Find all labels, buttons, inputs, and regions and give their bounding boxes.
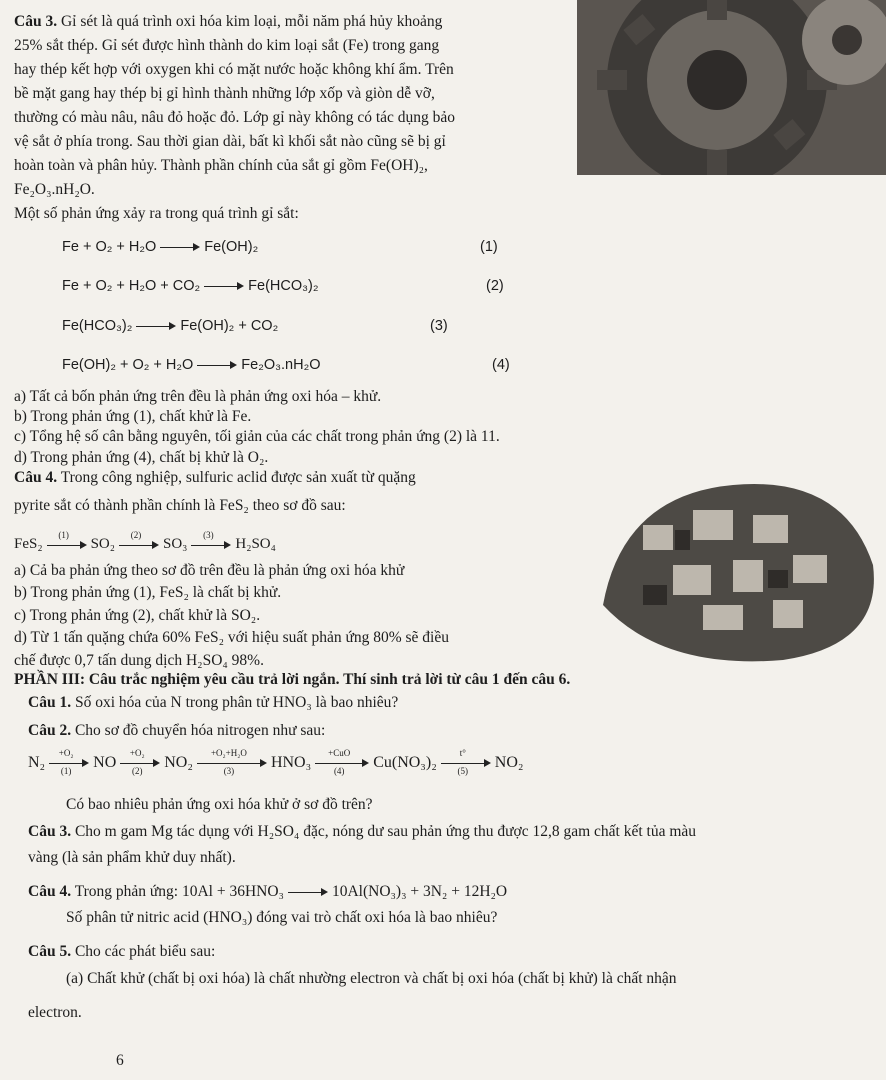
reaction-2-number: (2) [486,278,504,294]
arrow-icon [288,885,328,899]
cau3-line-7: hoàn toàn và phân hủy. Thành phần chính của sắt gỉ gồm Fe(OH)₂, [14,157,428,174]
arrow-icon [204,279,244,293]
part3-q3-cont: vàng (là sản phẩm khử duy nhất). [28,849,236,866]
cau4-line-2: pyrite sắt có thành phần chính là FeS₂ theo sơ đồ sau: [14,497,346,514]
cau4-statement-c: c) Trong phản ứng (2), chất khử là SO₂. [14,607,261,624]
part3-q2: Câu 2. Cho sơ đồ chuyển hóa nitrogen như sau: [28,722,326,739]
cau3-line-2: 25% sắt thép. Gỉ sét được hình thành do kim loại sắt (Fe) trong gang [14,37,440,54]
cau3-statement-b: b) Trong phản ứng (1), chất khử là Fe. [14,408,252,425]
cau3-statement-a: a) Tất cả bốn phản ứng trên đều là phản ứng oxi hóa – khử. [14,388,382,405]
cau4-statement-b: b) Trong phản ứng (1), FeS₂ là chất bị khử. [14,584,282,601]
cau3-line-1: Câu 3. Gỉ sét là quá trình oxi hóa kim loại, mỗi năm phá hủy khoảng [14,13,443,30]
reaction-1: Fe + O₂ + H₂O Fe(OH)₂ [62,239,259,255]
reaction-4-number: (4) [492,357,510,373]
cau3-intro: Một số phản ứng xảy ra trong quá trình gỉ sắt: [14,205,299,222]
q4-ask: Số phân tử nitric acid (HNO₃) đóng vai trò chất oxi hóa là bao nhiêu? [66,909,498,926]
cau4-scheme: FeS₂ (1) SO₂ (2) SO₃ (3) H₂SO₄ [14,529,276,552]
part3-q3: Câu 3. Cho m gam Mg tác dụng với H₂SO₄ đặc, nóng dư sau phản ứng thu được 12,8 gam chất kết tủa màu [28,823,697,840]
cau4-statement-d-cont: chế được 0,7 tấn dung dịch H₂SO₄ 98%. [14,652,264,669]
cau3-line-4: bề mặt gang hay thép bị gỉ hình thành những lớp xốp và giòn dễ vỡ, [14,85,435,102]
reaction-1-number: (1) [480,239,498,255]
pyrite-ore-photo [583,455,886,670]
part3-q4: Câu 4. Trong phản ứng: 10Al + 36HNO₃ 10Al(NO₃)₃ + 3N₂ + 12H₂O [28,883,508,900]
q5-statement-a: (a) Chất khử (chất bị oxi hóa) là chất nhường electron và chất bị oxi hóa (chất bị khử) là chất nhận [66,970,677,987]
cau3-statement-c: c) Tổng hệ số cân bằng nguyên, tối giản của các chất trong phản ứng (2) là 11. [14,428,500,445]
cau3-line-8: Fe₂O₃.nH₂O. [14,181,95,198]
arrow-icon [197,358,237,372]
page-number: 6 [116,1052,124,1069]
reaction-2: Fe + O₂ + H₂O + CO₂ Fe(HCO₃)₂ [62,278,319,294]
q2-scheme: N₂ +O₂ (1) NO +O₂ (2) NO₂ +O₂+H₂O (3) HNO₃ +CuO (4) Cu(NO₃)₂ t° (5) NO₂ [28,748,524,777]
q2-ask: Có bao nhiêu phản ứng oxi hóa khử ở sơ đồ trên? [66,796,373,813]
cau4-statement-d: d) Từ 1 tấn quặng chứa 60% FeS₂ với hiệu suất phản ứng 80% sẽ điều [14,629,449,646]
part3-title: PHẦN III: Câu trắc nghiệm yêu cầu trả lời ngắn. Thí sinh trả lời từ câu 1 đến câu 6. [14,671,571,688]
cau3-line-3: hay thép kết hợp với oxygen khi có mặt nước hoặc không khí ẩm. Trên [14,61,454,78]
part3-q1: Câu 1. Số oxi hóa của N trong phân tử HNO₃ là bao nhiêu? [28,694,399,711]
cau3-line-6: vệ sắt ở phía trong. Sau thời gian dài, bất kì khối sắt nào cũng sẽ bị gỉ [14,133,446,150]
cau4-statement-a: a) Cả ba phản ứng theo sơ đồ trên đều là phản ứng oxi hóa khử [14,562,405,579]
arrow-icon [160,240,200,254]
reaction-3: Fe(HCO₃)₂ Fe(OH)₂ + CO₂ [62,318,279,334]
q5-statement-a-cont: electron. [28,1004,82,1021]
cau3-line-5: thường có màu nâu, nâu đỏ hoặc đỏ. Lớp gỉ này không có tác dụng bảo [14,109,456,126]
cau3-statement-d: d) Trong phản ứng (4), chất bị khử là O₂. [14,449,269,466]
reaction-4: Fe(OH)₂ + O₂ + H₂O Fe₂O₃.nH₂O [62,357,321,373]
arrow-icon [136,319,176,333]
part3-q5: Câu 5. Cho các phát biểu sau: [28,943,216,960]
reaction-3-number: (3) [430,318,448,334]
cau4-line-1: Câu 4. Trong công nghiệp, sulfuric aclid được sản xuất từ quặng [14,469,416,486]
rusty-gear-photo [577,0,886,175]
